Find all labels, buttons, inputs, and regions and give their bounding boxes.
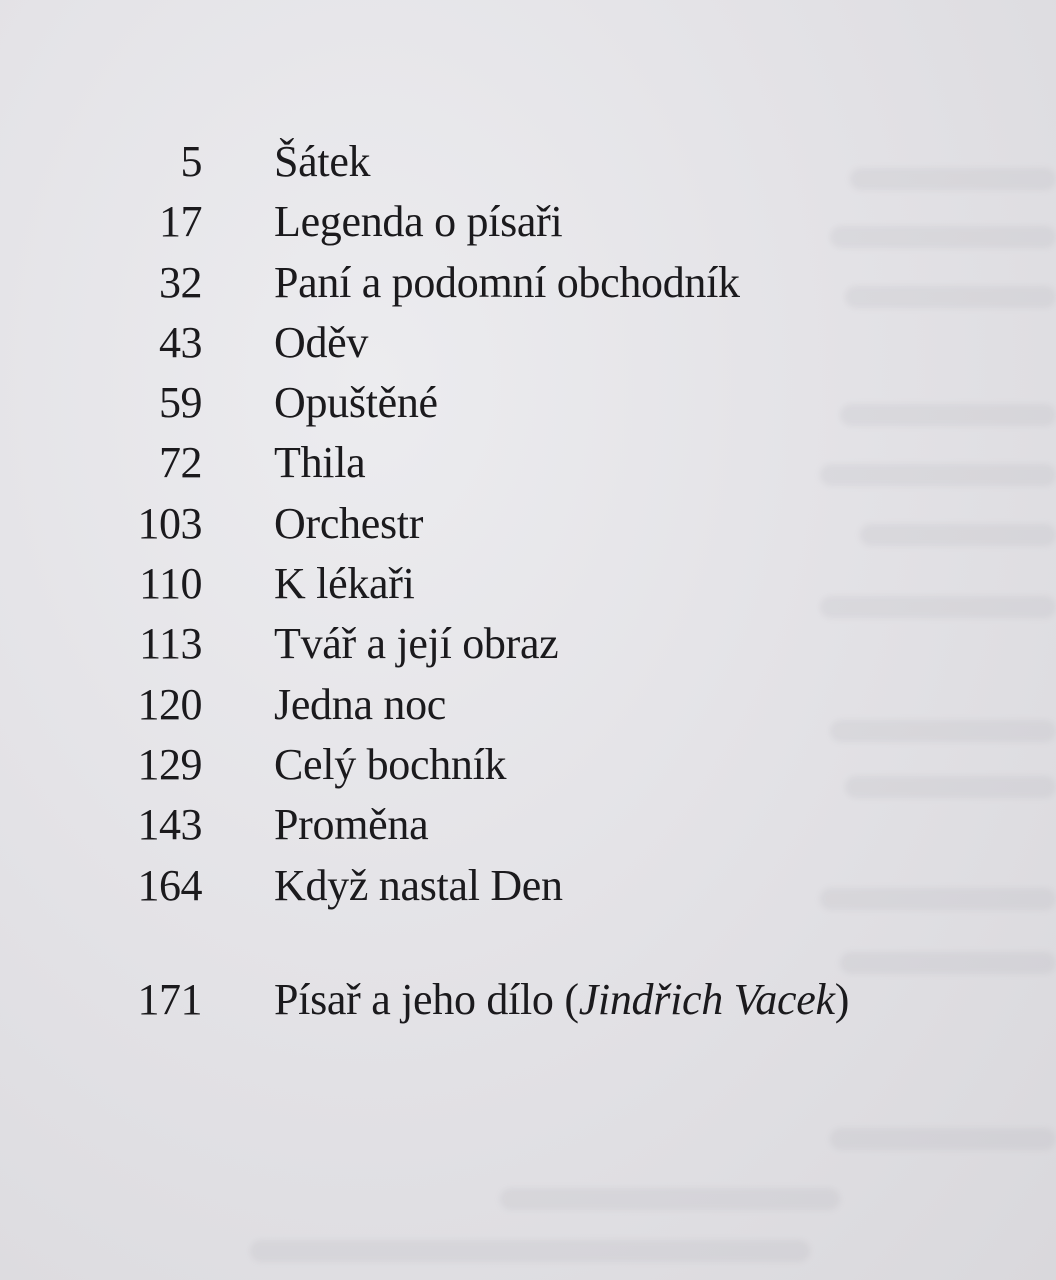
afterword-author: Jindřich Vacek (578, 974, 835, 1024)
toc-page-number: 72 (159, 438, 202, 488)
toc-entry-title: K lékaři (274, 559, 415, 609)
table-of-contents (0, 132, 1056, 1030)
toc-entry-title: Tvář a její obraz (274, 619, 559, 669)
toc-page-number: 43 (159, 317, 202, 367)
toc-page-number: 110 (139, 559, 202, 609)
toc-entry-title (274, 970, 849, 1030)
toc-entry-title: Když nastal Den (274, 860, 563, 910)
toc-entry (0, 192, 1056, 252)
toc-page-number: 17 (159, 197, 202, 247)
toc-entry-title: Celý bochník (274, 739, 507, 789)
toc-page-number: 171 (137, 974, 202, 1024)
toc-entry (0, 494, 1056, 554)
toc-entry (0, 373, 1056, 433)
toc-page-number: 103 (137, 498, 202, 548)
toc-entry (0, 735, 1056, 795)
toc-entry-title: Legenda o písaři (274, 197, 563, 247)
toc-page-number: 59 (159, 378, 202, 428)
toc-entry (0, 675, 1056, 735)
toc-entry (0, 253, 1056, 313)
afterword-title: Písař a jeho dílo ( (274, 974, 579, 1024)
toc-page-number: 32 (159, 257, 202, 307)
toc-entry-title: Orchestr (274, 498, 424, 548)
toc-page-number: 113 (139, 619, 202, 669)
toc-entry-title: Opuštěné (274, 378, 438, 428)
toc-entry-title: Thila (274, 438, 366, 488)
toc-entry (0, 795, 1056, 855)
toc-entry (0, 433, 1056, 493)
toc-page-number: 129 (137, 739, 202, 789)
toc-page-number: 143 (137, 800, 202, 850)
toc-entry-title: Proměna (274, 800, 429, 850)
toc-entry-afterword (0, 970, 1056, 1030)
toc-entry-title: Šátek (274, 137, 371, 186)
toc-entry-title: Oděv (274, 317, 369, 367)
toc-entry-title: Paní a podomní obchodník (274, 257, 740, 307)
toc-entry (0, 313, 1056, 373)
toc-entry (0, 856, 1056, 916)
afterword-close-paren: ) (834, 974, 850, 1024)
toc-page-number: 120 (137, 679, 202, 729)
toc-page-number: 164 (137, 860, 202, 910)
toc-page-number: 5 (180, 137, 202, 186)
toc-entry (0, 614, 1056, 674)
toc-entry (0, 554, 1056, 614)
toc-entry (0, 132, 1056, 192)
toc-entry-title: Jedna noc (274, 679, 447, 729)
